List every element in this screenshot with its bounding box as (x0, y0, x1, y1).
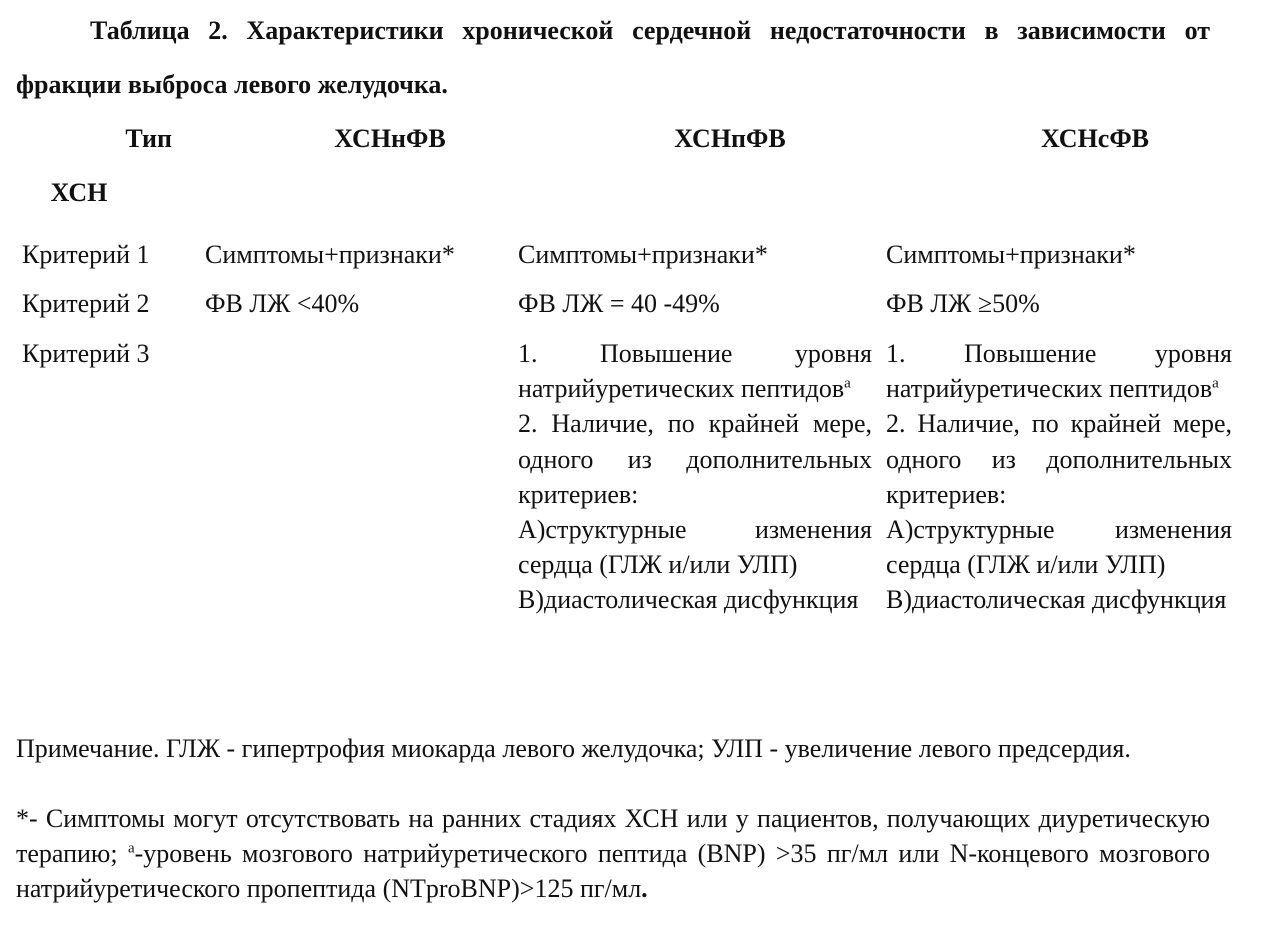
criterion-3-item-b: В)диастолическая дисфункция (886, 585, 1227, 615)
row-label-criterion-3: Критерий 3 (22, 339, 150, 368)
cell-r1-c1: Симптомы+признаки* (205, 240, 455, 269)
header-type-line2: ХСН (50, 178, 108, 207)
footnote-marker: а (1212, 375, 1219, 392)
cell-r3-c2 (518, 336, 872, 618)
header-hfmref: ХСНпФВ (674, 124, 786, 153)
header-hfref: ХСНнФВ (334, 124, 446, 153)
header-hfpef: ХСНсФВ (1041, 124, 1149, 153)
table-note-abbreviations: Примечание. ГЛЖ - гипертрофия миокарда левого желудочка; УЛП - увеличение левого предсердия. (16, 734, 1131, 763)
criterion-3-item-1 (518, 336, 872, 406)
criterion-3-item-1 (886, 336, 1232, 406)
table-caption: Таблица 2. Характеристики хронической сердечной недостаточности в зависимости от фракции выброса левого желудочка. (16, 16, 1210, 99)
cell-r1-c3: Симптомы+признаки* (886, 240, 1136, 269)
cell-r2-c1: ФВ ЛЖ <40% (205, 289, 360, 318)
footnote-text-part-2: -уровень мозгового натрийуретического пептида (BNP) >35 пг/мл или N-концевого мозгового натрийуретического пропептида (NTproBNP)>125 пг/мл (16, 839, 1211, 904)
criterion-3-item-a: А)структурные изменения сердца (ГЛЖ и/или УЛП) (886, 515, 1232, 580)
footnote-end-period: . (641, 874, 648, 904)
table-note-footnotes (16, 801, 1210, 907)
criterion-3-item-b: В)диастолическая дисфункция (518, 585, 859, 615)
cell-r2-c2: ФВ ЛЖ = 40 -49% (518, 289, 720, 318)
cell-r3-c3 (886, 336, 1232, 618)
footnote-marker: а (127, 840, 135, 857)
criterion-3-item-1-text: 1. Повышение уровня натрийуретических пептидов (886, 339, 1232, 404)
criterion-3-item-2: 2. Наличие, по крайней мере, одного из дополнительных критериев: (518, 409, 872, 509)
footnote-text-part-1: *- Симптомы могут отсутствовать на ранних стадиях ХСН или у пациентов, получающих диуретическую терапию; (16, 804, 1210, 869)
row-label-criterion-2: Критерий 2 (22, 289, 150, 318)
criterion-3-item-2: 2. Наличие, по крайней мере, одного из дополнительных критериев: (886, 409, 1232, 509)
cell-r2-c3: ФВ ЛЖ ≥50% (886, 289, 1040, 318)
cell-r1-c2: Симптомы+признаки* (518, 240, 768, 269)
footnote-marker: а (844, 375, 851, 392)
row-label-criterion-1: Критерий 1 (22, 240, 150, 269)
header-type-line1: Тип (125, 124, 172, 153)
criterion-3-item-1-text: 1. Повышение уровня натрийуретических пептидов (518, 339, 872, 404)
criterion-3-item-a: А)структурные изменения сердца (ГЛЖ и/или УЛП) (518, 515, 872, 580)
